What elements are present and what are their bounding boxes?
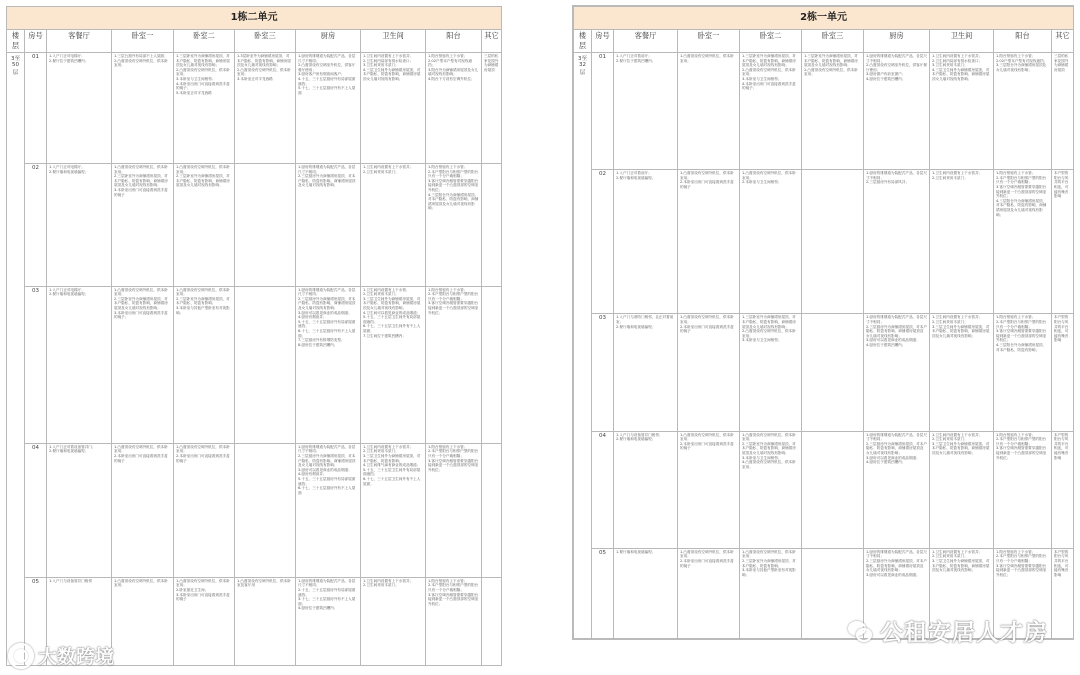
header-room: 房号 — [592, 30, 614, 53]
note-cell: 1.三层卧室外为商铺裙房屋顶，对本户隐私、防盗有影响，商铺裙房屋顶及女儿墙对视线有影响； 2.凸窗顶设有空调外机位，供本卧室用； 3.本卧室与卫生间相邻； — [740, 314, 802, 431]
note-cell: 1.厨房的排烟道为装配式产品，各层尺寸不相同； 2.三层厨房外为商铺裙房屋顶，对本户隐私、防盗有影响，商铺裙房屋顶及女儿墙对视线有影响； 3.厨房可以看见商业的成品烟道； 4.厨房位于建筑凹槽内； — [864, 314, 930, 431]
room-number-cell: 04 — [25, 443, 47, 577]
note-cell: 1.厨房的排烟道为装配式产品，各层尺寸不相同； 2.三层厨房外为商铺裙房屋顶，对本户隐私、防盗有影响，商铺裙房屋顶及女儿墙对视线有影响； — [296, 164, 361, 287]
note-cell: 1.卫生间内设置有上下水管井； 2.卫生间内局部有排水检查口； 3.卫生间采用木质门； 4.三层卫生间外为商铺裙房屋顶，对本户隐私、防盗有影响，商铺裙房屋顶女儿墙对视线有影响； — [930, 53, 994, 170]
table-row — [7, 164, 502, 287]
note-cell: 1.凸窗顶设有空调外机位，供本卧室用； 2.三层卧室外为商铺裙房屋顶，对本户隐私、防盗有影响，商铺裙房屋顶及女儿墙对视线有影响； 3.本卧室出房门可直接看到洗手盆的镜子 — [112, 164, 174, 287]
header-bathroom: 卫生间 — [361, 30, 426, 53]
note-cell: 本户型的阳台与风井的平台相连，可能有噪音影响 — [1052, 548, 1074, 638]
header-bedroom-1: 卧室一 — [112, 30, 174, 53]
note-cell: 1.凸窗顶设有空调外机位，供本卧室用； 2.三层卧室外为商铺裙房屋顶，对本户隐私、防盗有影响，商铺裙房屋顶及女儿墙对视线有影响； 3.本卧室出房门可直接看到洗手盆的镜子； — [112, 286, 174, 443]
note-cell: 1.凸窗顶设有空调外机位，供本卧室用； 2.本卧室出房门可直接看到洗手盆的镜子 — [678, 548, 740, 638]
room-number-cell: 02 — [592, 170, 614, 314]
note-cell: 1.阳台预留有上下水管； 2.本户型阳台与相邻户型的阳台只有一个分户墙相隔； 3.客厅空调冷凝管需要穿越阳台接到新更一个凸窗顶部的空调室外机位； — [994, 548, 1052, 638]
note-cell: 1.厨房的排烟道为装配式产品，各层尺寸不相同； 2.三层厨房外为商铺裙房屋顶，对本户隐私、防盗有影响，商铺裙房屋顶及女儿墙对视线有影响； 3.厨房可以看见商业的成品烟道； 4.厨房位于建筑凹槽内； — [864, 431, 930, 548]
sheet-1-table — [6, 6, 502, 666]
note-cell: 1.3层卧室外为商铺裙房屋顶，对本户隐私、防盗有影响，商铺房屋顶及女儿墙对视线有影响； 2.凸窗顶设有空调外机位，供本卧室用； 3.本卧室正对平龙西路 — [235, 53, 296, 164]
note-cell: 1.凸窗顶设有空调外机位，供本卧室用； 2.本卧室出房门可直接看到洗手盆的镜子 — [112, 443, 174, 577]
note-cell — [482, 577, 502, 665]
sheet-2-building-1-unit — [573, 6, 1073, 639]
header-balcony: 阳台 — [426, 30, 482, 53]
room-number-cell: 04 — [592, 431, 614, 548]
note-cell — [235, 164, 296, 287]
note-cell: 1.卫生间内设置有上下水管井； 2.卫生间采用木质门； — [361, 577, 426, 665]
note-cell: 1.凸窗顶设有空调外机位，供本卧室用； 2.本卧室与卫生间相邻； — [740, 170, 802, 314]
note-cell: 1.入户门正对着前厅； 2.餐厅位于建筑凹槽内； — [614, 53, 678, 170]
note-cell: 1.入户门与设备管井门相邻 — [47, 577, 112, 665]
note-cell: 1.阳台预留有上下水管； 2.本户型阳台与相邻户型的阳台只有一个分户墙相隔； 3.客厅空调冷凝管需要穿越阳台接到新更一个凸窗顶部的空调室外机位； 4.三层阳台外为商铺裙房屋顶，对本户隐私、防盗有影响； — [994, 314, 1052, 431]
note-cell: 1.厨房的排烟道为装配式产品，各层尺寸不相同； 2.十五、三十五层厨房外有局部屋面遮挡； 3.十七、三十五层厨房外有不上人屋面； 4.厨房位于建筑凹槽内； — [296, 577, 361, 665]
note-cell — [482, 286, 502, 443]
header-bedroom-2: 卧室二 — [174, 30, 235, 53]
note-cell: 1.卫生间内设置有上下水管井； 2.卫生间内局部有排水检查口； 3.卫生间采用木质门； 4.三层卫生间外为商铺裙房屋顶，对本户隐私、防盗有影响，商铺裙房屋顶女儿墙对视线有影响； — [361, 53, 426, 164]
header-living-dining: 客餐厅 — [47, 30, 112, 53]
note-cell: 1.卫生间内设置有上下水管井； 2.卫生间采用木质门； — [361, 164, 426, 287]
note-cell: 三层的私家花园外为商铺裙房屋顶 — [482, 53, 502, 164]
note-cell: 本户型的阳台与风井的平台相连，可能有噪音影响 — [1052, 314, 1074, 431]
note-cell: 1.卫生间内设置有上下水管井； 2.卫生间采用木质门； 3.三层卫生间外为商铺裙房屋顶，对本户隐私、防盗有影响，商铺裙房屋顶及女儿墙对视线有影响； — [930, 314, 994, 431]
note-cell: 1.凸窗顶设有空调外机位，供本卧室用； 2.三层卧室外为商铺裙房屋顶，对本户隐私、防盗有影响，商铺裙房屋顶及女儿墙对视线有影响； — [174, 164, 235, 287]
note-cell: 1.卫生间内设置有上下水管井； 2.卫生间采用木质门； 3.三层卫生间外为商铺裙房屋顶，对本户隐私、防盗有影响； 4.卫生间排气扇有商业的成品烟道； 5.十五、三十五层卫生间外有局部屋面遮挡； 6.十七、三十五层卫生间外有不上人屋面； — [361, 443, 426, 577]
header-other: 其它 — [482, 30, 502, 53]
room-number-cell: 03 — [25, 286, 47, 443]
note-cell: 1.凸窗顶设有空调外机位，供本卧室及客厅用 — [235, 577, 296, 665]
note-cell — [482, 443, 502, 577]
note-cell: 1.卫生间内设置有上下水管井； 2.卫生间采用木质门； — [930, 170, 994, 314]
note-cell: 1.凸窗顶设有空调外机位，供本卧室用； — [678, 53, 740, 170]
note-cell: 1.三层卧室外为商铺裙房屋顶，对本户隐私、防盗有影响，商铺裙房屋顶及女儿墙对视线有影响； 2.凸窗顶设有空调外机位，供本卧室用； — [802, 53, 864, 170]
note-cell: 1.三层凸窗外有局部不上人屋面； 2.凸窗顶设有空调外机位，供本卧室用； — [112, 53, 174, 164]
note-cell: 本户型的阳台与风井的平台相连，可能有噪音影响 — [1052, 170, 1074, 314]
table-row — [574, 170, 1074, 314]
watermark-right-text: 公租安居人才房 — [880, 620, 1048, 646]
wechat-icon — [848, 621, 872, 641]
header-living-dining: 客餐厅 — [614, 30, 678, 53]
note-cell: 1.凸窗顶设有空调外机位，供本卧室用； 2.卧室靠近卫生间； 3.本卧室出房门可直接看到洗手盆的镜子 — [174, 577, 235, 665]
watermark-left-text: 大数跨境 — [38, 646, 115, 668]
header-bedroom-3: 卧室三 — [235, 30, 296, 53]
note-cell: 1.卫生间内设置有上下水管井； 2.卫生间采用木质门； 3.三层卫生间外为商铺裙房屋顶，对本户隐私、防盗有影响，商铺裙房屋顶及女儿墙对视线有影响； — [930, 431, 994, 548]
note-cell — [235, 443, 296, 577]
room-number-cell: 01 — [25, 53, 47, 164]
note-cell: 1.入户门正对电梯厅； 2.餐厅墙和电视墙偏短； — [47, 286, 112, 443]
note-cell: 本户型的阳台与风井的平台相连，可能有噪音影响 — [1052, 431, 1074, 548]
sheet-1-building-2-unit — [6, 6, 501, 666]
note-cell: 1.厨房的排烟道为装配式产品，各层尺寸不相同； 2.三层厨房外有局部风井； — [864, 170, 930, 314]
note-cell: 1.凸窗顶设有空调外机位，供本卧室用； 2.三层卧室外为商铺裙房屋顶，对本户隐私、防盗有影响； 3.本卧室与其他户型卧室有对视影响； — [740, 548, 802, 638]
header-bedroom-3: 卧室三 — [802, 30, 864, 53]
note-cell: 1.阳台预留有上下水管； 2.02户型本户型有对视线遮挡； 3.三层阳台外为商铺裙房屋顶及女儿墙对视线有影响； — [994, 53, 1052, 170]
sheet-1-header-row — [7, 30, 502, 53]
note-cell: 1.入户门正对电梯厅； 2.餐厅墙和电视墙偏短； — [47, 164, 112, 287]
header-bedroom-1: 卧室一 — [678, 30, 740, 53]
note-cell: 1.凸窗顶设有空调外机位，供本卧室用； 2.三层卧室外为商铺裙房屋顶，对本户隐私、防盗有影响； 3.本卧室与其他户型卧室有对视影响； — [174, 286, 235, 443]
note-cell: 1.餐厅墙和电视墙偏短； — [614, 548, 678, 638]
note-cell: 1.三层卧室外为商铺裙房屋顶，对本户隐私、防盗有影响，商铺房屋顶及女儿墙对视线有影响； 2.凸窗顶设有空调外机位，供本卧室用； 3.本卧室与卫生间相邻； 4.本卧室出房门可直接看到洗手盆的镜子； 5.本卧室正对平龙西路 — [174, 53, 235, 164]
table-row — [7, 443, 502, 577]
room-number-cell: 02 — [25, 164, 47, 287]
header-bedroom-2: 卧室二 — [740, 30, 802, 53]
note-cell: 1.阳台预留有上下水管； 2.本户型阳台与相邻户型的阳台只有一个分户墙相隔； 3.客厅空调冷凝管需要穿越阳台接到新更一个凸窗顶部的空调室外机位； — [426, 286, 482, 443]
note-cell: 1.凸窗顶设有空调外机位，供本卧室用； 2.本卧室出房门可直接看到洗手盆的镜子 — [678, 431, 740, 548]
table-row — [574, 314, 1074, 431]
sheet-2-table — [573, 6, 1074, 639]
room-number-cell: 05 — [25, 577, 47, 665]
note-cell: 1.凸窗顶设有空调外机位，供本卧室用； 2.本卧室出房门可直接看到洗手盆的镜子 — [678, 314, 740, 431]
table-row — [574, 53, 1074, 170]
header-bathroom: 卫生间 — [930, 30, 994, 53]
note-cell — [802, 431, 864, 548]
note-cell: 1.凸窗顶设有空调外机位，供本卧室用； 2.三层卧室外为商铺裙房屋顶，对本户隐私、防盗有影响，商铺裙房屋顶及女儿墙对视线有影响； 3.本卧室与卫生间相邻； 4.凸窗顶设有空调外机位，供本卧室用； — [740, 431, 802, 548]
note-cell: 1.卫生间内设置有上下水管； 2.卫生间采用木质门； 3.三层卫生间外为商铺裙房屋顶，对本户隐私、防盗有影响，商铺裙房屋顶及女儿墙对视线有影响； 4.卫生间可以看见商业的成品烟道； 5.十五、三十五层卫生间外有局部屋面遮挡； 6.十七、三十五层卫生间外有不上人屋面； 7.卫生间位于建筑凹槽内； — [361, 286, 426, 443]
note-cell: 1.凸窗顶设有空调外机位，供本卧室用； 2.本卧室出房门可直接看到洗手盆的镜子 — [174, 443, 235, 577]
note-cell: 1.厨房的排烟道为装配式产品，各层尺寸不相同； 2.三层厨房外为商铺裙房屋顶，对本户隐私、防盗有影响，商铺裙房屋顶及女儿墙对视线有影响； 3.厨房可以看见商业的成品烟道； 4.厨房有烟囱井； 5.十五、三十五层厨房外有局部屋面遮挡； 6.十七、三十五层厨房外有不上人屋面 — [296, 443, 361, 577]
header-kitchen: 厨房 — [296, 30, 361, 53]
note-cell: 1.阳台预留有上下水管； 2.本户型阳台与相邻户型的阳台只有一个分户墙相隔； 3.客厅空调冷凝管需要穿越阳台接到新更一个凸窗顶部的空调室外机位； — [426, 577, 482, 665]
note-cell: 1.阳台预留有上下水管； 2.本户型阳台与相邻户型的阳台只有一个分户墙相隔； 3.客厅空调冷凝管需要穿越阳台接到新更一个凸窗顶部的空调室外机位； — [426, 443, 482, 577]
header-room: 房号 — [25, 30, 47, 53]
note-cell — [482, 164, 502, 287]
room-number-cell: 05 — [592, 548, 614, 638]
header-floor: 楼层 — [7, 30, 25, 53]
note-cell: 1.卫生间内设置有上下水管井； 2.卫生间采用木质门； 3.三层卫生间外为商铺裙房屋顶，对本户隐私、防盗有影响，商铺裙房屋顶及女儿墙对视线有影响； — [930, 548, 994, 638]
room-number-cell: 01 — [592, 53, 614, 170]
watermark-left — [8, 642, 114, 669]
header-floor: 楼层 — [574, 30, 592, 53]
note-cell — [802, 170, 864, 314]
note-cell — [802, 314, 864, 431]
header-kitchen: 厨房 — [864, 30, 930, 53]
note-cell: 1.阳台预留有上下水管； 2.02户型本户型有对视线遮挡； 3.阳台外为商铺裙房屋顶及女儿墙对视线有影响； 4.阳台下方设有空调外机位； — [426, 53, 482, 164]
note-cell: 1.厨房的排烟道为装配式产品，各层尺寸不相同； 2.三层厨房外为商铺裙房屋顶，对本户隐私、防盗有影响，商铺裙房屋顶及女儿墙对视线有影响； 3.厨房可以看见商业的成品烟道； — [864, 548, 930, 638]
note-cell: 1.凸窗顶设有空调外机位，供本卧室用； 2.本卧室出房门可直接看到洗手盆的镜子 — [678, 170, 740, 314]
note-cell: 1.三层卧室外为商铺裙房屋顶，对本户隐私、防盗有影响，商铺裙房屋顶及女儿墙对视线有影响； 2.凸窗顶设有空调外机位，供本卧室用； 3.本卧室与卫生间相邻； 4.本卧室出房门可直接看到洗手盆的镜子； — [740, 53, 802, 170]
note-cell: 三层的私家花园外为商铺裙房屋顶 — [1052, 53, 1074, 170]
header-other: 其它 — [1052, 30, 1074, 53]
note-cell: 1.阳台预留有上下水管； 2.本户型阳台与相邻户型的阳台只有一个分户墙相隔； 3.客厅空调冷凝管需要穿越阳台接到新更一个凸窗顶部的空调室外机位； 4.三层阳台外为商铺裙房屋顶，对本户隐私、防盗有影响，商铺裙房屋顶及女儿墙对视线有影响； — [426, 164, 482, 287]
table-row — [7, 53, 502, 164]
room-number-cell: 03 — [592, 314, 614, 431]
note-cell: 1.入户门正对着设备管井门； 2.餐厅墙和电视墙偏短； — [47, 443, 112, 577]
watermark-right — [848, 614, 1048, 647]
note-cell: 1.入户门正对着前厅； 2.餐厅墙和电视墙偏短； — [614, 170, 678, 314]
brand-logo-icon — [8, 643, 34, 669]
note-cell — [235, 286, 296, 443]
note-cell: 1.入户门正对电梯厅； 2.餐厅位于建筑凹槽内； — [47, 53, 112, 164]
note-cell: 1.入户门与消防门相邻，且正对着前室； 2.餐厅墙和电视墙偏短； — [614, 314, 678, 431]
note-cell: 1.厨房的排烟道为装配式产品，各层尺寸不相同； 2.三层厨房外为商铺裙房屋顶，对本户隐私、防盗有影响，商铺裙房屋顶及女儿墙对视线有影响； 3.厨房可以看见商业的成品烟道； 4.厨房有烟囱井； 5.十五、三十五层厨房外有局部屋面遮挡； 6.十七、三十五层厨房外有不上人屋面； 7.三层厨房外有排烟防变型； 8.厨房位于建筑凹槽内； — [296, 286, 361, 443]
note-cell: 1.入户门与设备管井门相邻； 2.餐厅墙和电视墙偏短； — [614, 431, 678, 548]
table-row — [574, 431, 1074, 548]
note-cell: 1.阳台预留有上下水管； 2.本户型阳台与相邻户型的阳台只有一个分户墙相隔； 3.客厅空调冷凝管需要穿越阳台接到新更一个凸窗顶部的空调室外机位； — [994, 431, 1052, 548]
note-cell: 1.阳台预留有上下水管； 2.本户型阳台与相邻户型的阳台只有一个分户墙相隔； 3.客厅空调冷凝管需要穿越阳台接到新更一个凸窗顶部的空调室外机位； 4.三层阳台外为商铺裙房屋顶，对本户隐私、防盗有影响，商铺裙房屋顶及女儿墙对视线有影响； — [994, 170, 1052, 314]
sheet-2-title: 2栋一单元 — [574, 7, 1074, 30]
sheet-1-title: 1栋二单元 — [7, 7, 502, 30]
table-row — [7, 286, 502, 443]
note-cell: 1.厨房的排烟道为装配式产品，各层尺寸不相同； 2.凸窗顶设有空调室外机位，供客厅餐厅使用； 3.厨房客户房有烟囱间客户； 4.十五、三十五层厨房外有局部屋面遮挡； 5.十七、三十五层厨房外有不上人屋面 — [296, 53, 361, 164]
floor-range-cell: 3至 50 层 — [7, 53, 25, 666]
floor-range-cell: 3至 32 层 — [574, 53, 592, 639]
sheet-2-header-row — [574, 30, 1074, 53]
header-balcony: 阳台 — [994, 30, 1052, 53]
note-cell: 1.凸窗顶设有空调外机位，供本卧室用； — [112, 577, 174, 665]
note-cell: 1.厨房的排烟道为装配式产品，各层尺寸不相同； 2.凸窗顶设有空调室外机位，供客厅餐厅使用； 3.厨房窗户有前室窗户； 4.厨房位于建筑凹槽内； — [864, 53, 930, 170]
